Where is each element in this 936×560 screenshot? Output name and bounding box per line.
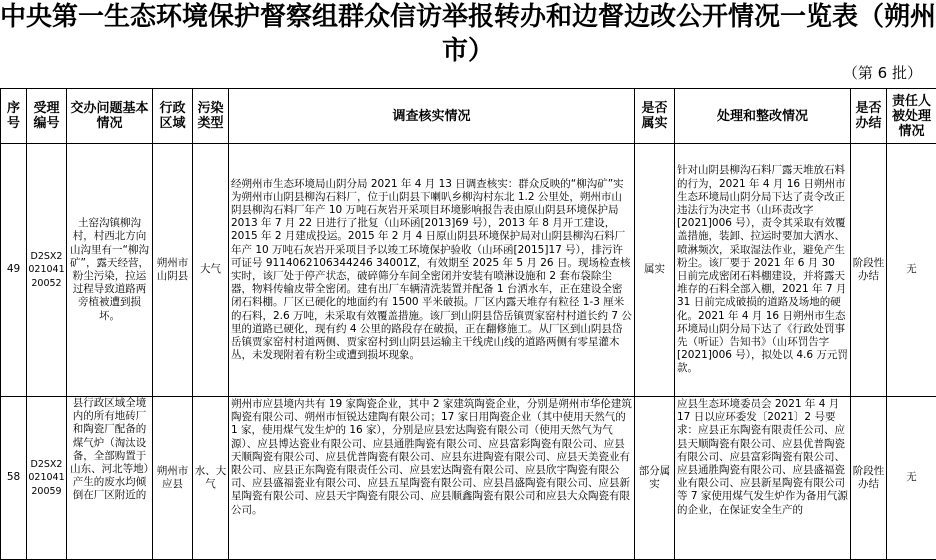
cell-handling: 针对山阴县柳沟石料厂露天堆放石料的行为，2021 年 4 月 16 日朔州市生态环境局山阴分局下达了责令改正违法行为决定书（山环责改字[2021]006 号），责令其采取有效覆盖措施，装卸、拉运时要加大洒水、喷淋频次，采取湿法作业，避免产生粉尘。该厂要于 2021 年 6 月 30 日前完成密闭石料棚建设，并将露天堆存的石料全部入棚，2021 年 7 月 31 日前完成破损的道路及场地的硬化。2021 年 4 月 16 日朔州市生态环境局山阴分局下达了《行政处罚事先（听证）告知书》（山环罚告字[2021]006 号），拟处以 4.6 万元罚款。 xyxy=(675,144,851,397)
header-verified: 是否属实 xyxy=(635,89,675,144)
cell-issue: 县行政区域全境内的所有地砖厂和陶瓷厂配备的煤气炉（淘汰设备，全部购置于山东、河北等地）产生的废水均倾倒在厂区附近的 xyxy=(67,397,153,560)
header-accountability: 责任人被处理情况 xyxy=(887,89,936,144)
table-header-row xyxy=(1,89,936,144)
cell-code: D2SX202104120059 xyxy=(27,397,67,560)
header-pollution: 污染类型 xyxy=(193,89,229,144)
table-row xyxy=(1,397,936,560)
cell-investigation: 朔州市应县境内共有 19 家陶瓷企业，其中 2 家建筑陶瓷企业，分别是朔州市华伦建筑陶瓷有限公司、朔州市恒锐达建陶有限公司；17 家日用陶瓷企业（其中使用天然气的 1 家，使用煤气发生炉的 16 家），分别是应县宏达陶瓷有限公司（使用天然气为气源）、应县博达瓷业有限公司、应县通胜陶瓷有限公司、应县富彩陶瓷有限公司、应县天顺陶瓷有限公司、应县优普陶瓷有限公司、应县东进陶瓷有限公司、应县天美瓷业有限公司、应县正东陶瓷有限责任公司、应县宏达陶瓷有限公司、应县欣宇陶瓷有限公司、应县盛福瓷业有限公司、应县五星陶瓷有限公司、应县昌盛陶瓷有限公司、应县新星陶瓷有限公司、应县天宇陶瓷有限公司、应县顺鑫陶瓷有限公司和应县大众陶瓷有限公司。 xyxy=(229,397,635,560)
batch-number: （第 6 批） xyxy=(843,62,922,83)
header-region: 行政区域 xyxy=(153,89,193,144)
cell-accountability: 无 xyxy=(887,397,936,560)
cell-pollution: 大气 xyxy=(193,144,229,397)
cell-closed: 阶段性办结 xyxy=(851,397,887,560)
table-row xyxy=(1,144,936,397)
cell-investigation: 经朔州市生态环境局山阴分局 2021 年 4 月 13 日调查核实：群众反映的“柳沟矿”实为朔州市山阴县柳沟石料厂，位于山阴县下喇叭乡柳沟村东北 1.2 公里处，朔州市山阴县柳沟石料厂年产 10 万吨石灰岩开采项目环境影响报告表由原山阴县环境保护局 2013 年 7 月 22 日进行了批复（山环函[2013]69 号），2013 年 8 月开工建设，2015 年 2 月建成投运。2015 年 2 月 4 日原山阴县环境保护局对山阴县柳沟石料厂年产 10 万吨石灰岩开采项目予以竣工环境保护验收（山环函[2015]17 号），排污许可证号 9114062106344246 34001Z，有效期至 2025 年 5 月 26 日。现场检查核实时，该厂处于停产状态，破碎筛分车间全密闭并安装有喷淋设施和 2 套布袋除尘器，物料传输皮带全密闭。建有出厂车辆清洗装置并配备 1 台洒水车，正在建设全密闭石料棚。厂区已硬化的地面约有 1500 平米破损。厂区内露天堆存有粒径 1-3 厘米的石料，2.6 万吨，未采取有效覆盖措施。该厂到山阴县岱岳镇贾家窑村村道长约 7 公里的道路已硬化，现有约 4 公里的路段存在破损，正在翻修施工。从厂区到山阴县岱岳镇贾家窑村村道两侧、贾家窑村到山阴县运输主干线虎山线的道路两侧有零星灌木丛，未发现附着有粉尘或遭到损坏现象。 xyxy=(229,144,635,397)
cell-seq: 58 xyxy=(1,397,27,560)
document-title: 中央第一生态环境保护督察组群众信访举报转办和边督边改公开情况一览表（朔州市） xyxy=(0,0,936,68)
cell-accountability: 无 xyxy=(887,144,936,397)
cell-code: D2SX202104120052 xyxy=(27,144,67,397)
report-table xyxy=(0,88,936,560)
cell-pollution: 水、大气 xyxy=(193,397,229,560)
header-seq: 序号 xyxy=(1,89,27,144)
cell-verified: 属实 xyxy=(635,144,675,397)
header-issue: 交办问题基本情况 xyxy=(67,89,153,144)
cell-issue: 土窑沟镇柳沟村，村西北方向山沟里有一“柳沟矿”，露天经营，粉尘污染，拉运过程导致道路两旁植被遭到损坏。 xyxy=(67,144,153,397)
cell-verified: 部分属实 xyxy=(635,397,675,560)
cell-region: 朔州市应县 xyxy=(153,397,193,560)
cell-handling: 应县生态环境委员会 2021 年 4 月 17 日以应环委发〔2021〕2 号要求：应县正东陶瓷有限责任公司、应县天顺陶瓷有限公司、应县优普陶瓷有限公司、应县富彩陶瓷有限公司、应县通胜陶瓷有限公司、应县盛福瓷业有限公司、应县新星陶瓷有限公司等 7 家使用煤气发生炉作为备用气源的企业，在保证安全生产的 xyxy=(675,397,851,560)
header-handling: 处理和整改情况 xyxy=(675,89,851,144)
header-closed: 是否办结 xyxy=(851,89,887,144)
header-investigation: 调查核实情况 xyxy=(229,89,635,144)
cell-region: 朔州市山阴县 xyxy=(153,144,193,397)
cell-closed: 阶段性办结 xyxy=(851,144,887,397)
cell-seq: 49 xyxy=(1,144,27,397)
header-code: 受理编号 xyxy=(27,89,67,144)
